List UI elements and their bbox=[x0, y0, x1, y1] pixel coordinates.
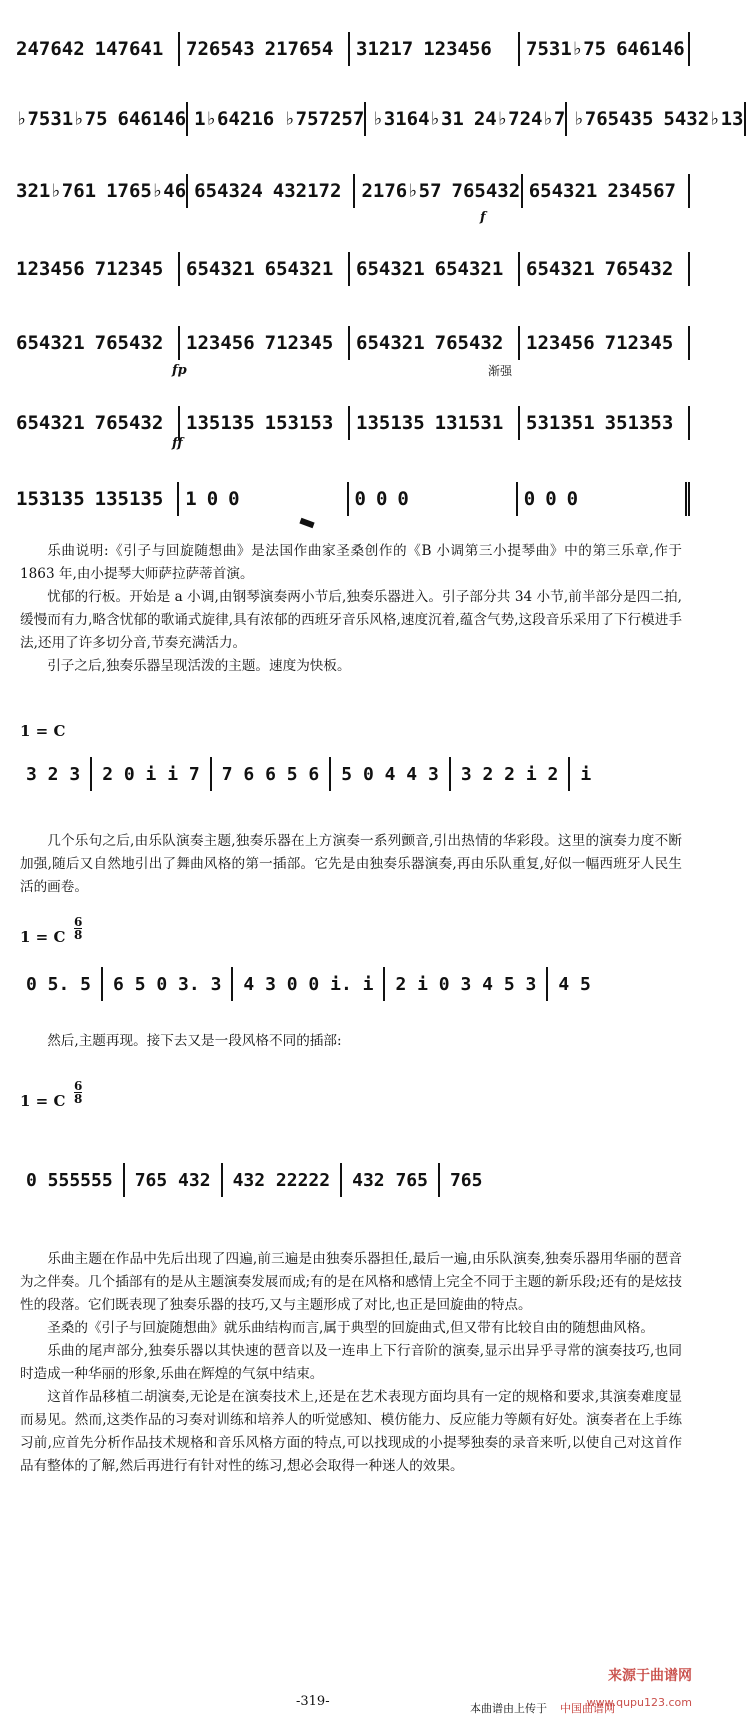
note-group: 4 5 bbox=[558, 973, 591, 995]
source-site: 中国曲谱网 bbox=[560, 1702, 615, 1715]
note-group: 0 bbox=[228, 488, 240, 510]
note-group: 726543 bbox=[186, 38, 255, 60]
score-measure bbox=[350, 32, 520, 66]
example1-notation bbox=[16, 752, 601, 796]
source-note: 本曲谱由上传于 bbox=[470, 1702, 547, 1715]
note-group: 147641 bbox=[94, 38, 164, 60]
note-group: 765 bbox=[449, 1169, 483, 1191]
note-group: 765432 bbox=[94, 412, 164, 434]
note-group: 135135 bbox=[186, 412, 255, 434]
score-bars bbox=[10, 32, 690, 66]
example-measure bbox=[570, 757, 601, 791]
note-group: 247642 bbox=[16, 38, 85, 60]
score-measure bbox=[180, 406, 350, 440]
note-group: 654321 bbox=[16, 332, 85, 354]
note-group: 0 bbox=[206, 488, 219, 510]
example2-key: 1 = C bbox=[20, 928, 66, 946]
score-measure bbox=[520, 252, 690, 286]
note-group: 654321 bbox=[526, 258, 595, 280]
note-group: 646146 bbox=[117, 108, 187, 130]
paragraph: 乐曲说明:《引子与回旋随想曲》是法国作曲家圣桑创作的《B 小调第三小提琴曲》中的第三乐章,作于 1863 年,由小提琴大师萨拉萨蒂首演。 bbox=[20, 543, 682, 582]
example-measure bbox=[440, 1163, 493, 1197]
note-group: 5 0 4 4 3 bbox=[341, 763, 439, 785]
note-group: 351353 bbox=[604, 412, 674, 434]
note-group: 0 bbox=[397, 488, 409, 510]
note-group: 123456 bbox=[186, 332, 255, 354]
score-measure bbox=[349, 482, 518, 516]
example-measure bbox=[212, 757, 332, 791]
note-group: 153153 bbox=[264, 412, 334, 434]
note-group: 0 bbox=[545, 488, 557, 510]
score-measure bbox=[10, 252, 180, 286]
example-measure bbox=[16, 757, 92, 791]
score-measure bbox=[10, 326, 180, 360]
note-group: 123456 bbox=[423, 38, 492, 60]
watermark: 来源于曲谱网 bbox=[608, 1668, 692, 1684]
note-group: 0 5. 5 bbox=[26, 973, 92, 995]
note-group: 6 5 0 3. 3 bbox=[113, 973, 222, 995]
score-measure bbox=[179, 482, 348, 516]
note-group: 3 2 2 i 2 bbox=[460, 763, 559, 785]
score-line bbox=[10, 238, 690, 298]
note-group: 217654 bbox=[264, 38, 334, 60]
paragraph: 圣桑的《引子与回旋随想曲》就乐曲结构而言,属于典型的回旋曲式,但又带有比较自由的随想曲风格。 bbox=[47, 1320, 654, 1336]
page-number: -319- bbox=[296, 1694, 330, 1709]
note-group: 135135 bbox=[94, 488, 164, 510]
score-bars bbox=[10, 406, 690, 440]
example-measure bbox=[16, 1163, 125, 1197]
note-group: 2 i 0 3 4 5 3 bbox=[395, 973, 537, 995]
score-measure bbox=[10, 32, 180, 66]
note-group: 646146 bbox=[616, 38, 685, 60]
score-measure bbox=[350, 326, 520, 360]
score-measure bbox=[350, 252, 520, 286]
note-group: 31217 bbox=[356, 38, 414, 60]
note-group: 654321 bbox=[16, 412, 85, 434]
example-measure bbox=[233, 967, 385, 1001]
note-group: 2176♭57 bbox=[361, 180, 442, 202]
score-measure bbox=[350, 406, 520, 440]
note-group: 0 555555 bbox=[26, 1169, 113, 1191]
note-group: 5432♭13 bbox=[663, 108, 744, 130]
note-group: 765 432 bbox=[134, 1169, 211, 1191]
meter-bottom: 8 bbox=[74, 1092, 83, 1106]
note-group: 432 765 bbox=[352, 1169, 428, 1191]
note-group: 712345 bbox=[94, 258, 164, 280]
score-measure bbox=[10, 102, 188, 136]
score-line bbox=[10, 392, 690, 452]
dynamic-crescendo: 渐强 bbox=[488, 364, 513, 378]
note-group: 123456 bbox=[526, 332, 595, 354]
note-group: 7531♭75 bbox=[526, 38, 607, 60]
example-measure bbox=[548, 967, 601, 1001]
note-group: 654321 bbox=[356, 258, 425, 280]
score-line bbox=[10, 18, 690, 78]
score-line bbox=[10, 88, 744, 148]
note-group: 765432 bbox=[604, 258, 674, 280]
note-group: 654321 bbox=[356, 332, 425, 354]
note-group: 2 0 i i 7 bbox=[102, 763, 200, 785]
score-measure bbox=[10, 482, 179, 516]
intro-text bbox=[20, 540, 682, 678]
example-measure bbox=[342, 1163, 440, 1197]
note-group: 1765♭46 bbox=[106, 180, 187, 202]
example2-meter bbox=[74, 916, 82, 941]
note-group: 0 bbox=[354, 488, 366, 510]
note-group: 24♭724♭7 bbox=[473, 108, 566, 130]
note-group: 1♭64216 bbox=[194, 108, 275, 130]
score-measure bbox=[523, 174, 690, 208]
note-group: 131531 bbox=[434, 412, 504, 434]
note-group: 765432 bbox=[434, 332, 504, 354]
score-bars bbox=[10, 102, 744, 136]
note-group: 654321 bbox=[186, 258, 255, 280]
example-measure bbox=[103, 967, 233, 1001]
example3-key: 1 = C bbox=[20, 1092, 66, 1110]
score-measure bbox=[180, 252, 350, 286]
score-line bbox=[10, 160, 690, 220]
example-measure bbox=[125, 1163, 223, 1197]
note-group: ♭3164♭31 bbox=[372, 108, 464, 130]
dynamic-ff: ff bbox=[172, 436, 183, 451]
note-group: 3 2 3 bbox=[26, 763, 81, 785]
dynamic-f: f bbox=[480, 210, 486, 225]
note-group: 4 3 0 0 i. i bbox=[243, 973, 374, 995]
example1-key: 1 = C bbox=[20, 722, 66, 740]
paragraph: 乐曲主题在作品中先后出现了四遍,前三遍是由独奏乐器担任,最后一遍,由乐队演奏,独奏乐器用华丽的琶音为之伴奏。几个插部有的是从主题演奏发展而成;有的是在风格和感情上完全不同于主题的新乐段;还有的是炫技性的段落。它们既表现了独奏乐器的技巧,又与主题形成了对比,也正是回旋曲的特点。 bbox=[20, 1251, 682, 1313]
score-measure bbox=[180, 32, 350, 66]
watermark-url: www.qupu123.com bbox=[586, 1696, 692, 1709]
dynamic-fp: fp bbox=[172, 363, 187, 378]
meter-top: 6 bbox=[74, 1079, 83, 1093]
note-group: 123456 bbox=[16, 258, 85, 280]
score-measure bbox=[518, 482, 690, 516]
note-group: 0 bbox=[566, 488, 579, 510]
score-measure bbox=[366, 102, 567, 136]
meter-bottom: 8 bbox=[74, 928, 83, 942]
score-measure bbox=[355, 174, 522, 208]
example-measure bbox=[451, 757, 571, 791]
example-measure bbox=[331, 757, 451, 791]
example-measure bbox=[223, 1163, 343, 1197]
example-measure bbox=[92, 757, 212, 791]
note-group: ♭7531♭75 bbox=[16, 108, 108, 130]
note-group: ♭757257 bbox=[284, 108, 365, 130]
example-measure bbox=[16, 967, 103, 1001]
note-group: 654321 bbox=[434, 258, 504, 280]
score-measure bbox=[10, 174, 188, 208]
score-bars bbox=[10, 252, 690, 286]
note-group: 654324 bbox=[194, 180, 263, 202]
score-measure bbox=[188, 102, 366, 136]
note-group: 0 bbox=[375, 488, 388, 510]
note-group: 432172 bbox=[272, 180, 342, 202]
note-group: 0 bbox=[523, 488, 536, 510]
note-group: 135135 bbox=[356, 412, 425, 434]
note-group: i bbox=[580, 763, 592, 785]
example3-meter bbox=[74, 1080, 82, 1105]
note-group: 432 22222 bbox=[232, 1169, 331, 1191]
paragraph: 几个乐句之后,由乐队演奏主题,独奏乐器在上方演奏一系列颤音,引出热情的华彩段。这里的演奏力度不断加强,随后又自然地引出了舞曲风格的第一插部。它先是由独奏乐器演奏,再由乐队重复,好似一幅西班牙人民生活的画卷。 bbox=[20, 833, 682, 895]
paragraph: 这首作品移植二胡演奏,无论是在演奏技术上,还是在艺术表现方面均具有一定的规格和要求,其演奏难度显而易见。然而,这类作品的习奏对训练和培养人的听觉感知、模仿能力、反应能力等颇有好处。演奏者在上手练习前,应首先分析作品技术规格和音乐风格方面的特点,可以找现成的小提琴独奏的录音来听,以使自己对这首作品有整体的了解,然后再进行有针对性的练习,想必会取得一种迷人的效果。 bbox=[20, 1389, 682, 1474]
note-group: 153135 bbox=[16, 488, 85, 510]
score-measure bbox=[188, 174, 355, 208]
score-bars bbox=[10, 326, 690, 360]
score-bars bbox=[10, 482, 690, 516]
analysis-text bbox=[20, 1248, 682, 1478]
meter-top: 6 bbox=[74, 915, 83, 929]
example2-notation bbox=[16, 962, 601, 1006]
note-group: 654321 bbox=[264, 258, 334, 280]
note-group: 765432 bbox=[94, 332, 164, 354]
score-measure bbox=[520, 326, 690, 360]
note-group: 712345 bbox=[604, 332, 674, 354]
note-group: 321♭761 bbox=[16, 180, 97, 202]
transition-text bbox=[20, 1030, 682, 1053]
note-group: 531351 bbox=[526, 412, 595, 434]
example-measure bbox=[385, 967, 548, 1001]
paragraph: 乐曲的尾声部分,独奏乐器以其快速的琶音以及一连串上下行音阶的演奏,显示出异乎寻常的演奏技巧,也同时造成一种华丽的形象,乐曲在辉煌的气氛中结束。 bbox=[20, 1343, 682, 1382]
paragraph: 忧郁的行板。开始是 a 小调,由钢琴演奏两小节后,独奏乐器进入。引子部分共 34 小节,前半部分是四二拍,缓慢而有力,略含忧郁的歌诵式旋律,具有浓郁的西班牙音乐风格,速度沉着,蕴含气势,这段音乐采用了下行模进手法,还用了许多切分音,节奏充满活力。 bbox=[20, 589, 682, 651]
note-group: ♭765435 bbox=[573, 108, 654, 130]
note-group: 1 bbox=[185, 488, 197, 510]
score-measure bbox=[567, 102, 745, 136]
note-group: 654321 bbox=[528, 180, 598, 202]
example3-notation bbox=[16, 1158, 492, 1202]
score-bars bbox=[10, 174, 690, 208]
middle-text bbox=[20, 830, 682, 899]
score-measure bbox=[10, 406, 180, 440]
note-group: 7 6 6 5 6 bbox=[221, 763, 320, 785]
paragraph: 引子之后,独奏乐器呈现活泼的主题。速度为快板。 bbox=[47, 658, 351, 674]
note-group: 234567 bbox=[607, 180, 676, 202]
paragraph: 然后,主题再现。接下去又是一段风格不同的插部: bbox=[47, 1033, 342, 1049]
score-line bbox=[10, 312, 690, 372]
note-group: 712345 bbox=[264, 332, 334, 354]
note-group: 765432 bbox=[451, 180, 521, 202]
score-measure bbox=[180, 326, 350, 360]
score-measure bbox=[520, 406, 690, 440]
score-measure bbox=[520, 32, 690, 66]
score-line bbox=[10, 468, 690, 528]
